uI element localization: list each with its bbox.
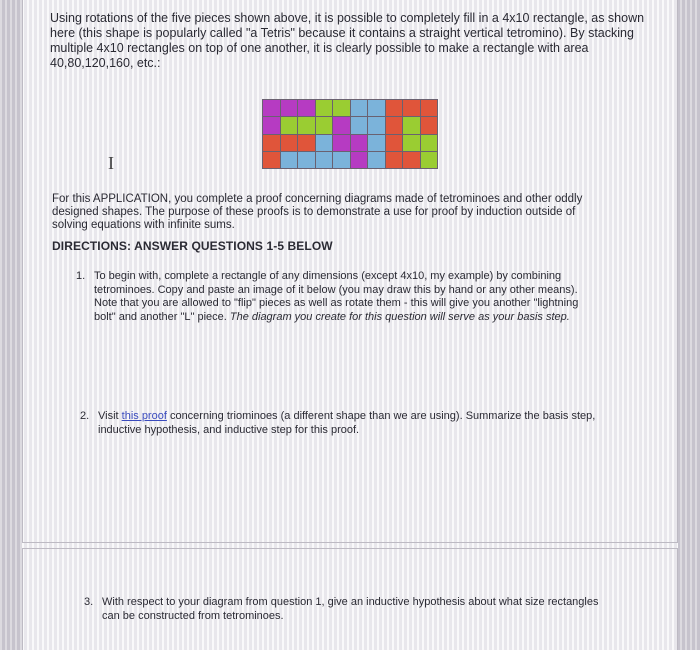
grid-cell-red	[386, 135, 403, 151]
grid-cell-red	[263, 152, 280, 168]
question-line	[94, 311, 578, 325]
grid-cell-green	[421, 152, 438, 168]
grid-cell-red	[403, 152, 420, 168]
grid-cell-green	[403, 117, 420, 133]
grid-cell-red	[386, 117, 403, 133]
intro-line: here (this shape is popularly called "a Tetris" because it contains a straight vertical tetromino). By stacking	[50, 26, 634, 40]
grid-cell-red	[263, 135, 280, 151]
grid-cell-magenta	[333, 117, 350, 133]
question-number: 1.	[76, 270, 86, 282]
grid-cell-blue	[316, 135, 333, 151]
this-proof-link[interactable]: this proof	[121, 410, 167, 422]
question-text: bolt" and another "L" piece.	[94, 310, 227, 323]
grid-cell-magenta	[351, 152, 368, 168]
directions-heading: DIRECTIONS: ANSWER QUESTIONS 1-5 BELOW	[52, 239, 333, 253]
grid-cell-blue	[368, 117, 385, 133]
question-line: Note that you are allowed to "flip" pieces as well as rotate them - this will give you another "lightning	[94, 297, 579, 309]
grid-cell-blue	[351, 100, 368, 116]
grid-cell-red	[421, 117, 438, 133]
grid-cell-green	[281, 117, 298, 133]
question-line: inductive hypothesis, and inductive step for this proof.	[98, 423, 360, 436]
grid-cell-magenta	[263, 117, 280, 133]
grid-cell-blue	[333, 152, 350, 168]
grid-cell-red	[421, 100, 438, 116]
grid-cell-green	[403, 135, 420, 151]
grid-cell-red	[386, 152, 403, 168]
question-line	[98, 410, 595, 424]
intro-line: Using rotations of the five pieces shown above, it is possible to completely fill in a 4x10 rectangle, as shown	[50, 11, 645, 25]
grid-cell-green	[298, 117, 315, 133]
grid-cell-blue	[316, 152, 333, 168]
grid-cell-blue	[281, 152, 298, 168]
question-number: 2.	[80, 410, 90, 422]
text-cursor-icon: I	[108, 153, 114, 173]
question-body	[94, 270, 578, 324]
intro-line: multiple 4x10 rectangles on top of one another, it is clearly possible to make a rectangle with area	[50, 41, 589, 55]
application-line: solving equations with infinite sums.	[52, 219, 235, 231]
question-line: tetrominoes. Copy and paste an image of it below (you may draw this by hand or any other means).	[94, 283, 578, 296]
application-line: For this APPLICATION, you complete a proof concerning diagrams made of tetrominoes and other oddly	[52, 193, 583, 205]
grid-cell-green	[333, 100, 350, 116]
grid-cell-blue	[368, 100, 385, 116]
question-number: 3.	[84, 596, 94, 608]
application-line: designed shapes. The purpose of these proofs is to demonstrate a use for proof by induction outside of	[52, 206, 576, 218]
question-text: Visit	[98, 410, 122, 422]
grid-cell-green	[421, 135, 438, 151]
grid-cell-red	[281, 135, 298, 151]
grid-cell-blue	[298, 152, 315, 168]
grid-cell-magenta	[298, 100, 315, 116]
grid-cell-blue	[368, 152, 385, 168]
intro-line: 40,80,120,160, etc.:	[50, 56, 161, 70]
tetris-rectangle-figure	[262, 99, 438, 169]
intro-paragraph	[50, 11, 650, 71]
grid-cell-red	[403, 100, 420, 116]
question-body	[98, 410, 595, 437]
grid-cell-magenta	[333, 135, 350, 151]
question-body	[102, 596, 598, 623]
question-line: With respect to your diagram from question 1, give an inductive hypothesis about what size rectangles	[102, 596, 599, 608]
grid-cell-magenta	[263, 100, 280, 116]
grid-cell-red	[298, 135, 315, 151]
question-italic-text: The diagram you create for this question will serve as your basis step.	[226, 310, 570, 323]
grid-cell-red	[386, 100, 403, 116]
application-paragraph	[52, 193, 652, 232]
grid-cell-green	[316, 100, 333, 116]
grid-cell-blue	[368, 135, 385, 151]
grid-cell-blue	[351, 117, 368, 133]
grid-cell-magenta	[281, 100, 298, 116]
question-text: concerning triominoes (a different shape than we are using). Summarize the basis step,	[166, 410, 596, 422]
question-line: can be constructed from tetrominoes.	[102, 609, 284, 622]
grid-cell-green	[316, 117, 333, 133]
question-line: To begin with, complete a rectangle of any dimensions (except 4x10, my example) by combining	[94, 270, 562, 282]
grid-cell-magenta	[351, 135, 368, 151]
